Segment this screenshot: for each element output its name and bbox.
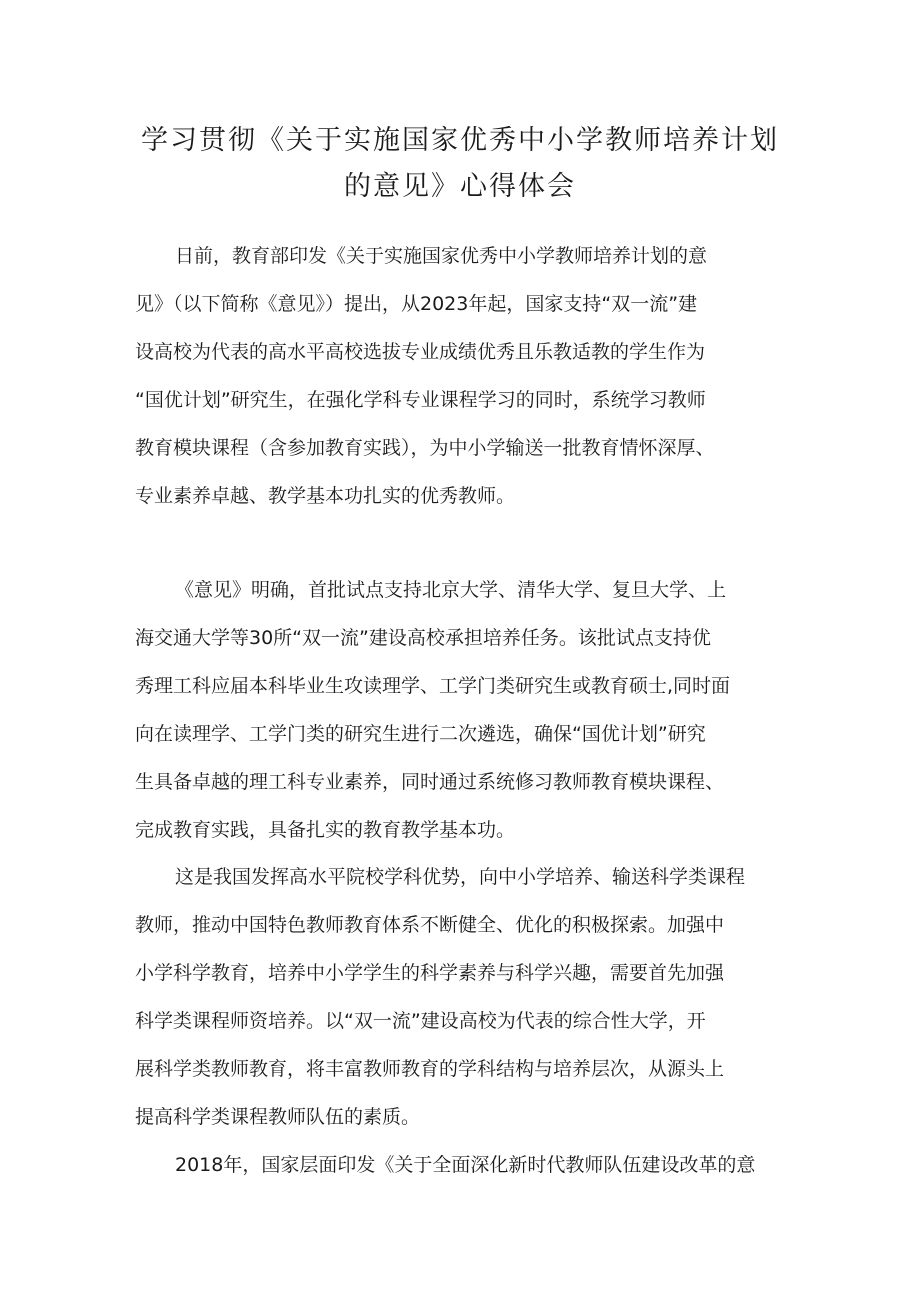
paragraph-line: 教师，推动中国特色教师教育体系不断健全、优化的积极探索。加强中 (135, 914, 725, 936)
paragraph-line: 生具备卓越的理工科专业素养，同时通过系统修习教师教育模块课程、 (135, 771, 725, 793)
paragraph-line: 教育模块课程（含参加教育实践），为中小学输送一批教育情怀深厚、 (135, 437, 715, 459)
document-title (120, 118, 800, 210)
paragraph-line: 《意见》明确，首批试点支持北京大学、清华大学、复旦大学、上 (175, 579, 727, 601)
paragraph-line: 2018年，国家层面印发《关于全面深化新时代教师队伍建设改革的意 (175, 1154, 756, 1176)
paragraph-4 (135, 1141, 785, 1189)
paragraph-line: 秀理工科应届本科毕业生攻读理学、工学门类研究生或教育硕士,同时面 (135, 675, 731, 697)
paragraph-line: 小学科学教育，培养中小学学生的科学素养与科学兴趣，需要首先加强 (135, 962, 725, 984)
paragraph-line: 科学类课程师资培养。以“双一流”建设高校为代表的综合性大学，开 (135, 1010, 706, 1032)
paragraph-line: 日前，教育部印发《关于实施国家优秀中小学教师培养计划的意 (175, 245, 708, 267)
paragraph-line: 这是我国发挥高水平院校学科优势，向中小学培养、输送科学类课程 (175, 866, 746, 888)
title-line: 学习贯彻《关于实施国家优秀中小学教师培养计划 (141, 125, 779, 156)
paragraph-3 (135, 853, 785, 1141)
paragraph-line: 提高科学类课程教师队伍的素质。 (135, 1106, 421, 1128)
paragraph-line: 见》（以下简称《意见》）提出，从2023年起，国家支持“双一流”建 (135, 293, 698, 315)
title-line: 的意见》心得体会 (344, 171, 576, 202)
paragraph-line: “国优计划”研究生，在强化学科专业课程学习的同时，系统学习教师 (135, 389, 706, 411)
paragraph-line: 专业素养卓越、教学基本功扎实的优秀教师。 (135, 485, 516, 507)
paragraph-line: 设高校为代表的高水平高校选拔专业成绩优秀且乐教适教的学生作为 (135, 341, 706, 363)
paragraph-line: 向在读理学、工学门类的研究生进行二次遴选，确保“国优计划”研究 (135, 723, 706, 745)
paragraph-line: 展科学类教师教育，将丰富教师教育的学科结构与培养层次，从源头上 (135, 1058, 725, 1080)
paragraph-line: 完成教育实践，具备扎实的教育教学基本功。 (135, 819, 516, 841)
paragraph-line: 海交通大学等30所“双一流”建设高校承担培养任务。该批试点支持优 (135, 627, 711, 649)
paragraph-1 (135, 232, 785, 520)
paragraph-2 (135, 566, 785, 854)
